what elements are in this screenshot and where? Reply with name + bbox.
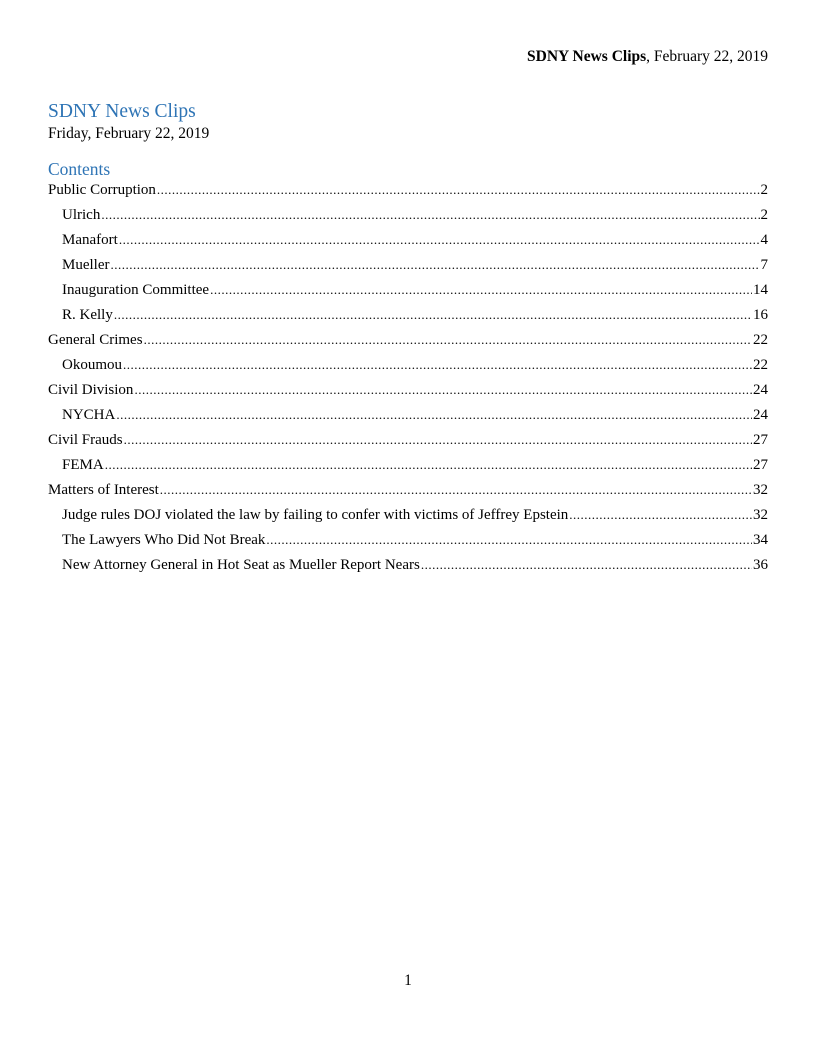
toc-entry-page-number[interactable]: 24: [753, 382, 768, 398]
toc-dot-leader: [116, 405, 752, 425]
document-date: Friday, February 22, 2019: [48, 125, 210, 142]
toc-entry-title[interactable]: Manafort: [62, 232, 118, 248]
toc-entry-page-number[interactable]: 27: [753, 432, 768, 448]
toc-entry-title[interactable]: FEMA: [62, 457, 104, 473]
toc-entry[interactable]: [48, 205, 768, 230]
toc-entry[interactable]: [48, 455, 768, 480]
page-number: 1: [404, 972, 412, 989]
toc-entry-title[interactable]: Ulrich: [62, 207, 101, 223]
toc-entry-title[interactable]: Matters of Interest: [48, 482, 159, 498]
toc-dot-leader: [144, 330, 752, 350]
contents-heading: Contents: [48, 159, 111, 179]
toc-entry-page-number[interactable]: 2: [760, 207, 768, 223]
toc-entry-title[interactable]: The Lawyers Who Did Not Break: [62, 532, 266, 548]
toc-dot-leader: [421, 555, 752, 575]
toc-entry-page-number[interactable]: 4: [760, 232, 768, 248]
toc-entry-page-number[interactable]: 34: [753, 532, 768, 548]
toc-entry[interactable]: [48, 530, 768, 555]
toc-dot-leader: [119, 230, 760, 250]
toc-entry[interactable]: [48, 430, 768, 455]
toc-entry-page-number[interactable]: 22: [753, 332, 768, 348]
toc-entry-page-number[interactable]: 27: [753, 457, 768, 473]
toc-entry[interactable]: [48, 280, 768, 305]
toc-entry-page-number[interactable]: 24: [753, 407, 768, 423]
toc-entry[interactable]: [48, 380, 768, 405]
toc-dot-leader: [266, 530, 752, 550]
toc-dot-leader: [134, 380, 752, 400]
toc-entry[interactable]: [48, 480, 768, 505]
toc-entry-page-number[interactable]: 14: [753, 282, 768, 298]
toc-entry-title[interactable]: Public Corruption: [48, 182, 156, 198]
toc-dot-leader: [123, 355, 752, 375]
running-header-date: , February 22, 2019: [646, 48, 768, 65]
toc-entry-title[interactable]: Inauguration Committee: [62, 282, 210, 298]
toc-entry[interactable]: [48, 330, 768, 355]
running-header: [527, 47, 768, 67]
toc-entry-title[interactable]: New Attorney General in Hot Seat as Mueller Report Nears: [62, 557, 420, 573]
table-of-contents: [48, 180, 768, 580]
running-header-title: SDNY News Clips: [527, 48, 647, 65]
toc-entry-title[interactable]: General Crimes: [48, 332, 143, 348]
toc-entry-page-number[interactable]: 16: [753, 307, 768, 323]
toc-dot-leader: [114, 305, 752, 325]
toc-entry-page-number[interactable]: 2: [760, 182, 768, 198]
toc-entry[interactable]: [48, 355, 768, 380]
toc-dot-leader: [210, 280, 752, 300]
toc-dot-leader: [124, 430, 752, 450]
toc-entry-page-number[interactable]: 7: [760, 257, 768, 273]
toc-dot-leader: [101, 205, 759, 225]
toc-dot-leader: [160, 480, 752, 500]
toc-entry[interactable]: [48, 405, 768, 430]
toc-entry-title[interactable]: Mueller: [62, 257, 110, 273]
toc-dot-leader: [569, 505, 752, 525]
toc-entry[interactable]: [48, 180, 768, 205]
toc-dot-leader: [110, 255, 759, 275]
toc-entry-page-number[interactable]: 32: [753, 507, 768, 523]
toc-dot-leader: [157, 180, 760, 200]
document-title: SDNY News Clips: [48, 101, 196, 122]
toc-entry-page-number[interactable]: 36: [753, 557, 768, 573]
toc-dot-leader: [105, 455, 752, 475]
toc-entry-page-number[interactable]: 22: [753, 357, 768, 373]
toc-entry-title[interactable]: R. Kelly: [62, 307, 113, 323]
toc-entry[interactable]: [48, 555, 768, 580]
toc-entry-page-number[interactable]: 32: [753, 482, 768, 498]
toc-entry-title[interactable]: Civil Division: [48, 382, 134, 398]
toc-entry[interactable]: [48, 230, 768, 255]
toc-entry-title[interactable]: Judge rules DOJ violated the law by failing to confer with victims of Jeffrey Epstein: [62, 507, 569, 523]
toc-entry-title[interactable]: NYCHA: [62, 407, 116, 423]
toc-entry[interactable]: [48, 505, 768, 530]
toc-entry[interactable]: [48, 255, 768, 280]
toc-entry[interactable]: [48, 305, 768, 330]
toc-entry-title[interactable]: Civil Frauds: [48, 432, 123, 448]
toc-entry-title[interactable]: Okoumou: [62, 357, 122, 373]
